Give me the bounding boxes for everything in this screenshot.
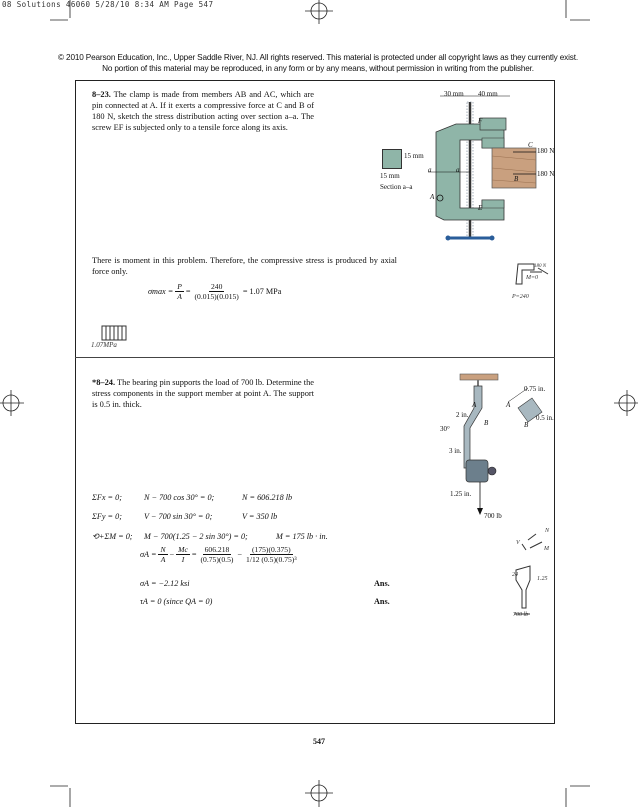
fbd-dim2: 1.25 (537, 576, 548, 582)
clamp-figure (378, 88, 556, 248)
label-125in: 1.25 in. (450, 490, 472, 498)
label-b-inset: B (524, 421, 529, 429)
label-b-pt: B (484, 419, 489, 427)
problem-divider (75, 357, 555, 358)
page-number: 547 (313, 737, 325, 746)
problem-8-23-statement (92, 89, 314, 133)
label-30deg: 30° (440, 425, 450, 433)
stress-equation: σmax = $\frac{P}{A}$ = $\frac{240}{(0.015)(0.015)}$ = 1.07 MPa (148, 282, 282, 301)
label-a-inset: A (506, 401, 511, 409)
fbd-m: M=0 (526, 275, 539, 281)
problem-text: The bearing pin supports the load of 700 lb. Determine the stress components in the support member at point A. The support is 0.5 in. thick. (92, 378, 315, 409)
label-05in: 0.5 in. (536, 414, 554, 422)
sketch-label: 1.07MPa (91, 341, 117, 349)
clamp-member-ac (480, 118, 506, 130)
label-pin-a: A (430, 193, 435, 201)
eq-tau-result: τA = 0 (since QA = 0) (140, 597, 213, 606)
fbd-n-824: N (545, 528, 550, 534)
label-a-section: a (456, 166, 460, 174)
label-e: E (478, 204, 483, 212)
problem-number: *8–24. (92, 378, 116, 387)
eq-sum-m: ⟲+ΣM = 0; M − 700(1.25 − 2 sin 30°) = 0; M = 175 lb · in. (92, 532, 328, 541)
section-square (382, 149, 402, 169)
label-a-pt: A (472, 401, 477, 409)
answer-tag: Ans. (374, 597, 390, 606)
eq-sum-fy: ΣFy = 0; V − 700 sin 30° = 0; V = 350 lb (92, 512, 278, 521)
dim-15mm-height: 15 mm (404, 152, 424, 160)
label-2in: 2 in. (456, 411, 469, 419)
label-f: F (478, 117, 483, 125)
printer-slug: 08 Solutions 46060 5/28/10 8:34 AM Page 547 (2, 0, 214, 9)
label-force-b: 180 N (537, 170, 555, 178)
registration-target-top (305, 0, 333, 24)
fbd-sketch-824 (500, 530, 556, 625)
label-075in: 0.75 in. (524, 385, 546, 393)
fbd-p: P=240 (512, 294, 529, 300)
label-force-c: 180 N (537, 147, 555, 155)
dim-40mm: 40 mm (478, 90, 498, 98)
ceiling-plate (460, 374, 498, 380)
dim-30mm: 30 mm (444, 90, 464, 98)
label-a-section: a (428, 166, 432, 174)
solution-8-23-text: There is moment in this problem. Therefore, the compressive stress is produced by axial force only. (92, 256, 397, 276)
answer-tag: Ans. (374, 579, 390, 588)
support-member (464, 386, 482, 468)
problem-number: 8–23. (92, 90, 111, 99)
label-700lb: 700 lb (484, 512, 502, 520)
fbd-v-824: V (516, 540, 520, 546)
bearing-block (466, 460, 488, 482)
fbd-m-824: M (544, 546, 549, 552)
section-caption: Section a–a (380, 183, 413, 191)
registration-target-left (0, 390, 24, 416)
problem-text: The clamp is made from members AB and AC, which are pin connected at A. If it exerts a compressive force at C and B of 180 N, sketch the stress distribution acting over section a–a. The screw EF is subjected only to a tensile force along its axis. (92, 90, 314, 132)
registration-target-bottom (305, 780, 333, 807)
eq-sum-fx: ΣFx = 0; N − 700 cos 30° = 0; N = 606.218 lb (92, 493, 293, 502)
label-b: B (514, 175, 519, 183)
label-c: C (528, 141, 533, 149)
eq-sigma-a: σA = $\frac{N}{A}$ − $\frac{Mc}{I}$ = $\frac{606.218}{(0.75)(0.5)}$ − $\frac{(175)(0.375)}{\text{1/12 (0.5)(0.75)³}}$ (140, 545, 297, 564)
problem-8-24-statement (92, 377, 314, 410)
fbd-load: 700 lb (513, 612, 529, 618)
eq-sigma-result: σA = −2.12 ksi (140, 579, 190, 588)
registration-target-right (614, 390, 638, 416)
dim-15mm-width: 15 mm (380, 172, 400, 180)
copyright-notice: © 2010 Pearson Education, Inc., Upper Saddle River, NJ. All rights reserved. This material is protected under all copyright laws as they currently exist. No portion of this material may be reproduced, in any form or by any means, without permission in writing from the publisher. (58, 53, 578, 73)
label-3in: 3 in. (449, 447, 462, 455)
fbd-n: 180 N (534, 264, 547, 269)
fbd-dim1: 24 (512, 572, 518, 578)
